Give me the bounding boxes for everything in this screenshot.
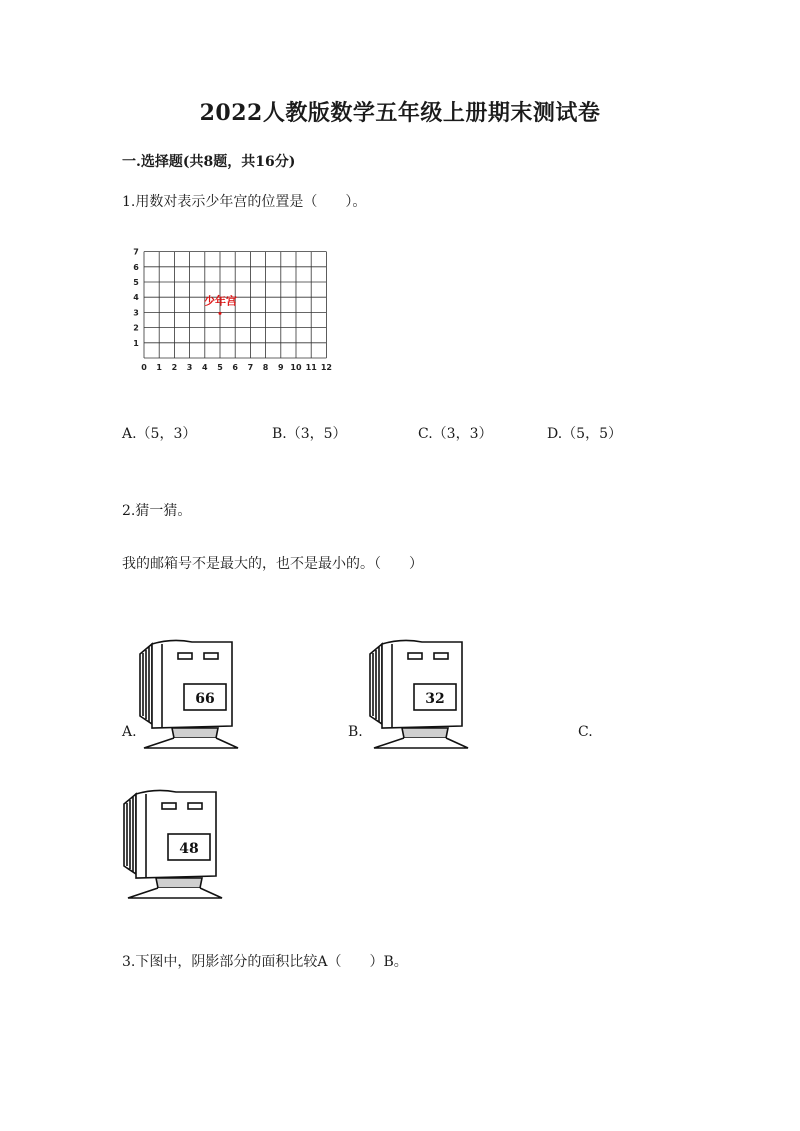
x-tick-label: 6 [232, 363, 238, 372]
mailbox-illustration-a[interactable] [132, 636, 242, 751]
mailbox-illustration-c[interactable] [116, 786, 226, 901]
question-2-subtext: 我的邮箱号不是最大的，也不是最小的。（ ） [122, 556, 423, 572]
x-tick-label: 3 [186, 363, 193, 372]
x-tick-label: 11 [305, 363, 317, 372]
mailbox-number: 66 [195, 691, 215, 707]
question-3-text: 3.下图中，阴影部分的面积比较A（ ）B。 [122, 954, 408, 970]
question-2-text: 2.猜一猜。 [122, 503, 192, 519]
mailbox-icon [362, 636, 472, 751]
mailbox-icon [132, 636, 242, 751]
page-title: 2022人教版数学五年级上册期末测试卷 [199, 100, 601, 126]
x-tick-label: 2 [171, 363, 178, 372]
mailbox-icon [116, 786, 226, 901]
x-tick-label: 7 [247, 363, 254, 372]
y-tick-label: 5 [133, 278, 139, 287]
mailbox-illustration-b[interactable] [362, 636, 472, 751]
question-1-text: 1.用数对表示少年宫的位置是（ ）。 [122, 194, 367, 210]
mailbox-number: 48 [179, 841, 199, 857]
x-tick-label: 4 [202, 363, 208, 372]
q2-option-a-letter[interactable]: A. [122, 724, 137, 740]
coordinate-grid-svg [128, 246, 338, 376]
x-tick-label: 5 [217, 363, 223, 372]
x-tick-label: 0 [141, 363, 147, 372]
x-tick-label: 12 [320, 363, 332, 372]
q1-option-c[interactable]: C.（3，3） [418, 426, 493, 442]
location-point [219, 312, 222, 315]
y-tick-label: 1 [133, 338, 139, 348]
y-tick-label: 2 [133, 323, 139, 333]
section-heading: 一.选择题(共8题，共16分) [122, 154, 296, 170]
x-tick-label: 1 [156, 363, 162, 372]
y-tick-label: 3 [133, 308, 139, 318]
x-tick-label: 10 [290, 363, 302, 372]
coordinate-grid [128, 246, 338, 376]
y-tick-label: 4 [133, 293, 139, 303]
x-tick-label: 9 [278, 363, 284, 372]
q1-option-d[interactable]: D.（5，5） [547, 426, 622, 442]
y-tick-label: 6 [133, 262, 139, 272]
q2-option-b-letter[interactable]: B. [348, 724, 363, 740]
q2-option-c-letter[interactable]: C. [578, 724, 593, 740]
q1-option-b[interactable]: B.（3，5） [272, 426, 347, 442]
x-tick-label: 8 [262, 363, 269, 372]
y-tick-label: 7 [133, 247, 139, 257]
q1-option-a[interactable]: A.（5，3） [122, 426, 197, 442]
mailbox-number: 32 [425, 691, 445, 707]
location-label: 少年宫 [204, 294, 237, 308]
